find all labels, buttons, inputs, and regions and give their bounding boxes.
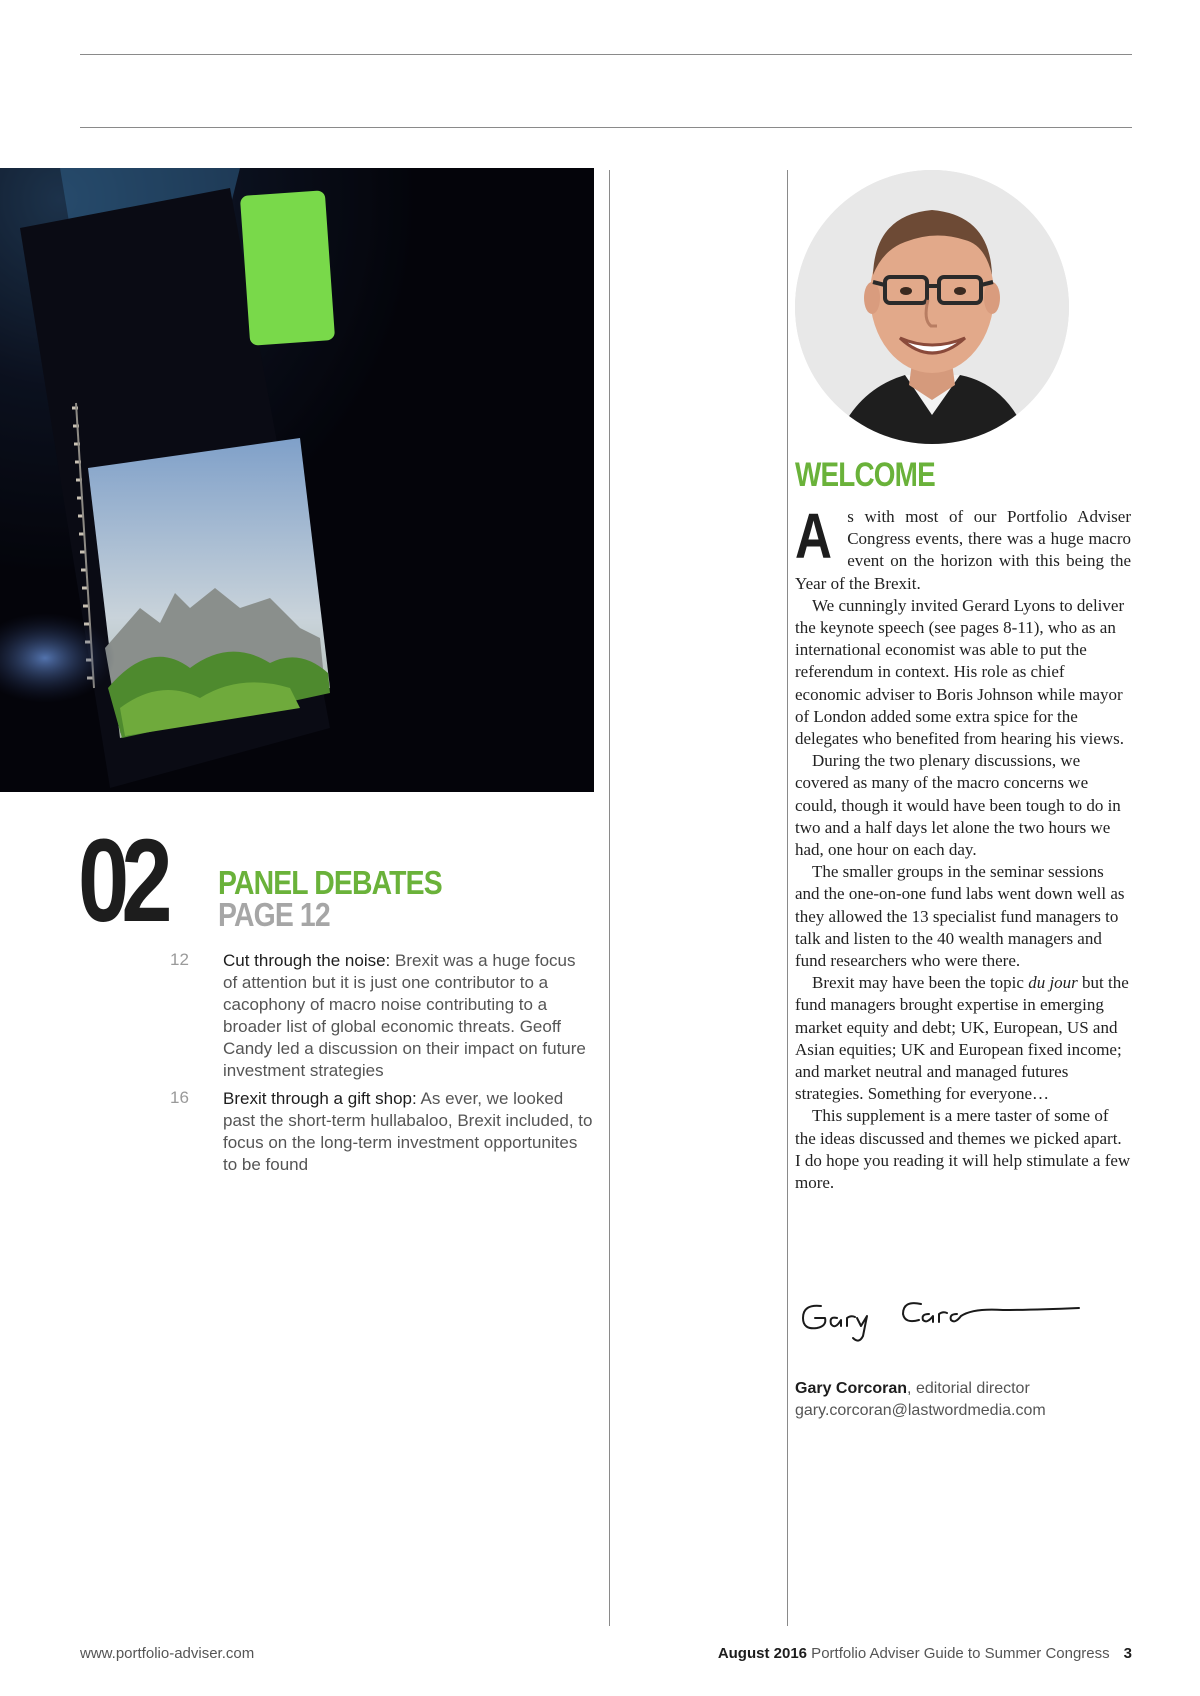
drop-cap: A: [795, 500, 832, 572]
paragraph-text: Brexit may have been the topic: [812, 973, 1029, 993]
section-number: 02: [78, 815, 165, 947]
entry-body: As ever, we looked past the short-term hullabaloo, Brexit included, to focus on the long-term investment opportunites to be found: [223, 1089, 593, 1174]
paragraph: [795, 972, 1131, 1105]
footer-website[interactable]: www.portfolio-adviser.com: [80, 1645, 255, 1662]
signer-role: , editorial director: [907, 1380, 1030, 1397]
entry-page-number: 16: [170, 1088, 189, 1107]
section-title: PANEL DEBATES: [218, 864, 442, 901]
signer-name: Gary Corcoran: [795, 1380, 908, 1397]
paragraph-text: but the fund managers brought expertise in emerging market equity and debt; UK, European, US and Asian equities; UK and European fixed income; and market neutral and managed futures strategies. Something for everyone…: [795, 973, 1129, 1104]
signer-email[interactable]: gary.corcoran@lastwordmedia.com: [795, 1402, 1046, 1419]
footer-publication: Portfolio Adviser Guide to Summer Congress: [807, 1645, 1110, 1662]
header-rule-bottom: [80, 127, 1132, 128]
entry-body: Brexit was a huge focus of attention but it is just one contributor to a cacophony of macro noise contributing to a broader list of global economic threats. Geoff Candy led a discussion on their impact on future investment strategies: [223, 951, 586, 1080]
page-number: 3: [1123, 1645, 1132, 1662]
footer-date: August 2016: [717, 1645, 808, 1662]
entry-text: [223, 1088, 593, 1176]
paragraph: The smaller groups in the seminar sessions and the one-on-one fund labs went down well as they allowed the 13 specialist fund managers to talk and listen to the 40 wealth managers and fund researchers who were there.: [795, 862, 1125, 971]
column-divider-right: [787, 170, 788, 1626]
signer-line: [795, 1378, 1030, 1400]
paragraph: During the two plenary discussions, we covered as many of the macro concerns we could, though it would have been tough to do in two and a half days let alone the two hours we had, one hour on each day.: [795, 751, 1121, 860]
footer-publication-line: [718, 1645, 1132, 1662]
section-page: PAGE 12: [218, 896, 330, 933]
header-rule-top: [80, 54, 1132, 55]
welcome-body: [795, 500, 1131, 1194]
entry-text: [223, 950, 593, 1082]
paragraph-text: s with most of our Portfolio Adviser Congress events, there was a huge macro event on the horizon with this being the Year of the Brexit.: [795, 507, 1131, 593]
entry-page-number: 12: [170, 950, 189, 969]
welcome-heading: WELCOME: [795, 456, 935, 494]
paragraph: This supplement is a mere taster of some of the ideas discussed and themes we picked apart. I do hope you reading it will help stimulate a few more.: [795, 1106, 1131, 1193]
paragraph: We cunningly invited Gerard Lyons to deliver the keynote speech (see pages 8-11), who as an international economist was able to put the referendum in context. His role as chief economic adviser to Boris Johnson while mayor of London added some extra spice for the delegates who benefited from hearing his views.: [795, 595, 1125, 749]
editor-portrait: [795, 170, 1069, 444]
column-divider-left: [609, 170, 610, 1626]
entry-headline: Brexit through a gift shop:: [223, 1089, 417, 1108]
italic-phrase: du jour: [1028, 973, 1078, 993]
notebook-photo: [0, 168, 594, 792]
handwritten-signature: [793, 1286, 1093, 1361]
paragraph: [795, 500, 1131, 595]
entry-headline: Cut through the noise:: [223, 951, 391, 970]
